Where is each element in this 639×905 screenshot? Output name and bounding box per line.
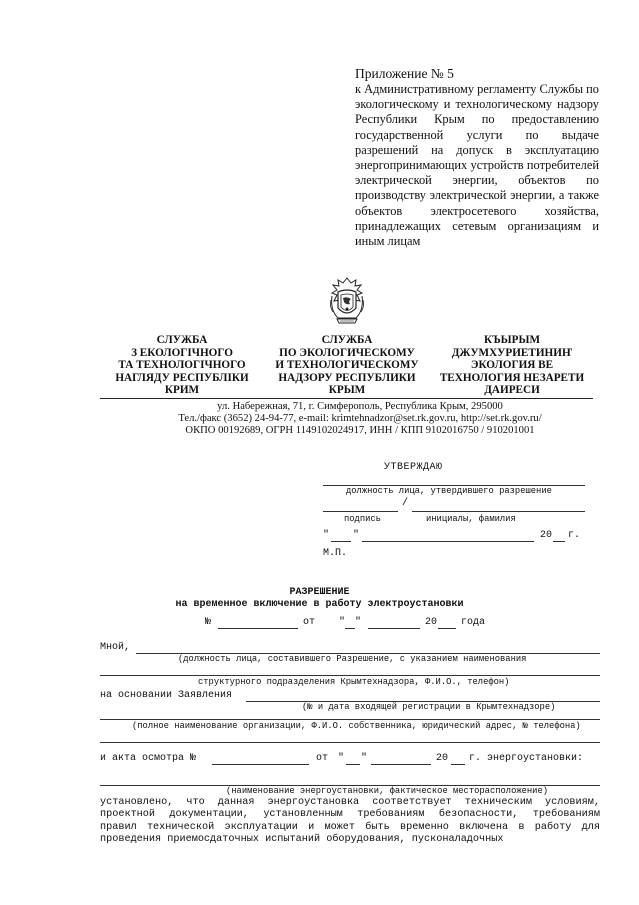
header-line: КЪЫРЫМ [483,334,541,346]
header-line: НАДЗОРУ РЕСПУБЛИКИ [278,371,416,384]
permit-month-line [368,628,420,629]
approval-date-suffix: г. [568,530,581,541]
header-line: ПО ЭКОЛОГИЧЕСКОМУ [279,346,415,359]
inspection-act-year-line [451,764,465,765]
application-caption: (№ и дата входящей регистрации в Крымтехнадзоре) [302,702,556,712]
approval-post-caption: должность лица, утвердившего разрешение [346,486,552,496]
issuer-unit-line [100,675,600,676]
inspection-act-month-line [371,764,431,765]
approval-day-line [331,541,351,542]
header-crimean-tatar [437,334,587,397]
header-line: ДАИРЕСИ [484,384,540,397]
contact-registry-codes: ОКПО 00192689, ОГРН 1149102024917, ИНН / КПП 9102016750 / 910201001 [185,425,535,436]
header-russian [272,334,422,397]
installation-caption: (наименование энергоустановки, фактическое месторасположение) [226,786,549,796]
header-line: ДЖУМХУРИЕТИНИҤ [451,346,573,359]
contact-phone-email: Тел./факс (3652) 24-94-77, e-mail: krimtehnadzor@set.rk.gov.ru, http://set.rk.gov.ru/ [178,413,542,424]
inspection-act-from: от [316,753,329,764]
header-line: СЛУЖБА [321,334,373,346]
header-line: СЛУЖБА [156,334,208,346]
appendix-title: Приложение № 5 [355,66,454,81]
header-divider [100,398,593,399]
approval-name-caption: инициалы, фамилия [426,514,516,524]
organization-caption: (полное наименование организации, Ф.И.О. собственника, юридический адрес, № телефона) [132,721,581,731]
inspection-act-year: 20 [436,753,449,764]
permit-title: РАЗРЕШЕНИЕ [289,587,350,598]
header-line: З ЕКОЛОГІЧНОГО [131,346,233,359]
issuer-unit-caption: структурного подразделения Крымтехнадзора, Ф.И.О., телефон) [198,677,510,687]
permit-subtitle: на временное включение в работу электроустановки [175,599,464,610]
approval-signature-line [323,511,398,512]
organization-line [100,719,600,720]
issuer-position-caption: (должность лица, составившего Разрешение, с указанием наименования [178,654,527,664]
inspection-act-suffix: г. энергоустановки: [469,753,584,764]
permit-number-label: № [205,617,212,628]
header-line: ТЕХНОЛОГИЯ НЕЗАРЕТИ [439,371,585,384]
approval-month-line [362,541,534,542]
inspection-act-quote-open: " [338,753,345,764]
coat-of-arms-emblem [326,276,368,326]
header-line: НАГЛЯДУ РЕСПУБЛІКИ [115,371,249,384]
header-line: ТА ТЕХНОЛОГІЧНОГО [118,359,246,372]
permit-year-prefix: 20 [425,617,438,628]
approval-stamp-place: М.П. [323,548,348,559]
application-label: на основании Заявления [100,690,233,701]
approval-year-line [553,541,565,542]
inspection-act-day-line [346,764,360,765]
permit-day-line [345,628,355,629]
approval-separator: / [402,498,409,509]
header-ukrainian [107,334,257,397]
inspection-act-quote-close: " [361,753,368,764]
permit-quote-open: " [339,617,346,628]
appendix-reference: к Административному регламенту Службы по экологическому и технологическому надзору Республики Крым по предоставлению государственной услуги по выдаче разрешений на допуск в эксплуатацию энергопринимающих устройств потребителей электрической энергии, объектов по производству электрической энергии, а также объектов электросетевого хозяйства, принадлежащих сетевым организациям и иным лицам [355,82,599,249]
permit-quote-close: " [355,617,362,628]
issuer-label: Мной, [100,642,131,653]
approval-date-quote-close: " [353,530,360,541]
header-line: КРЫМ [328,384,366,397]
approval-date-year: 20 [540,530,553,541]
permit-year-word: года [461,617,486,628]
header-line: КРИМ [164,384,200,397]
approval-title: УТВЕРЖДАЮ [384,462,443,473]
organization-line-2 [100,742,600,743]
contact-address: ул. Набережная, 71, г. Симферополь, Республика Крым, 295000 [217,401,503,412]
approval-signature-caption: подпись [344,514,381,524]
approval-date-quote-open: " [323,530,330,541]
approval-name-line [412,511,585,512]
permit-from-label: от [303,617,316,628]
permit-body-text: установлено, что данная энергоустановка соответствует техническим условиям, проектной документации, установленным требованиям безопасности, требованиям правил технической эксплуатации и может быть временно включена в работу для проведения приемосдаточных испытаний оборудования, пусконаладочных [100,797,600,846]
inspection-act-number-line [212,764,309,765]
permit-number-line [218,628,298,629]
permit-year-line [438,628,456,629]
header-line: И ТЕХНОЛОГИЧЕСКОМУ [275,359,419,372]
header-line: ЭКОЛОГИЯ ВЕ [470,359,554,372]
inspection-act-label: и акта осмотра № [100,753,197,764]
